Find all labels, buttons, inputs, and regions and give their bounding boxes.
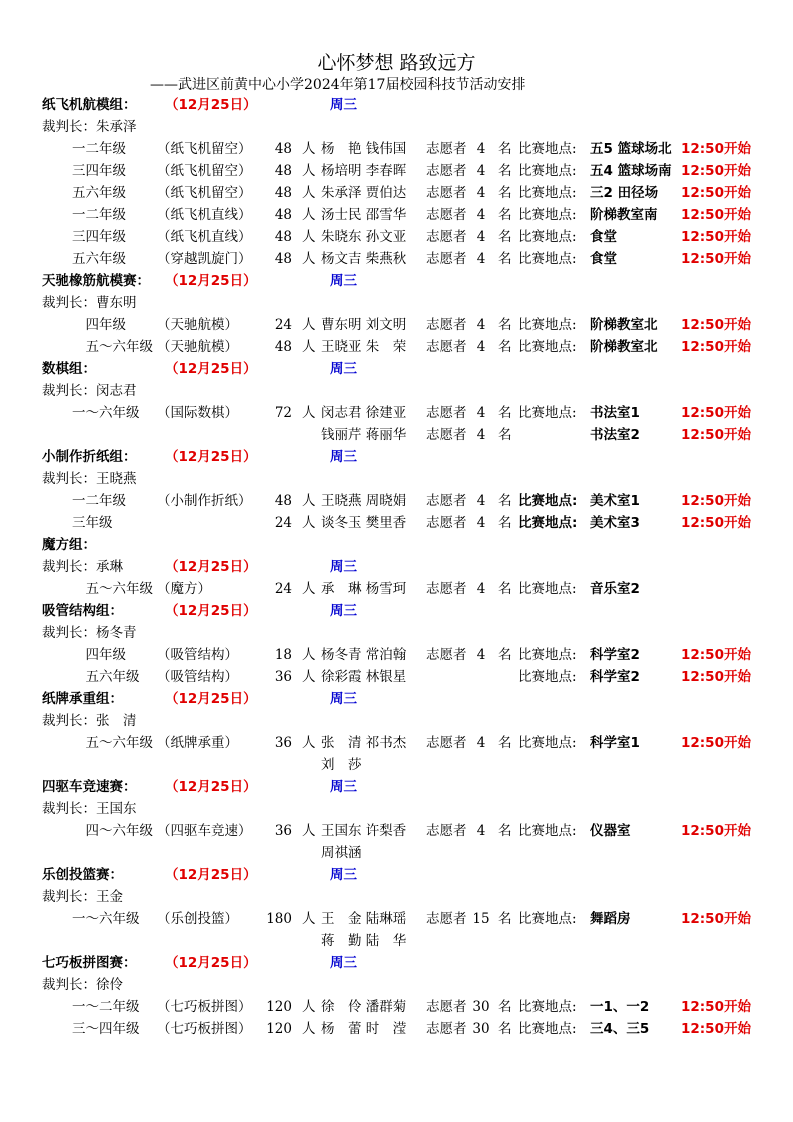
staff-names: 王国东 许梨香	[321, 823, 407, 839]
volunteer-count: 4	[476, 515, 486, 531]
event-name: （纸飞机留空）	[157, 163, 252, 179]
volunteer-count: 4	[476, 735, 486, 751]
judge-line	[0, 622, 793, 644]
grade-level: 五六年级	[72, 251, 126, 267]
venue-place: 仪器室	[590, 823, 631, 839]
staff-names: 谈冬玉 樊里香	[321, 515, 407, 531]
table-row	[0, 424, 793, 446]
venue-place: 阶梯教室北	[590, 339, 658, 355]
staff-names: 刘 莎	[321, 757, 362, 773]
volunteer-label: 志愿者	[426, 229, 467, 245]
unit-label: 人	[302, 669, 316, 685]
participant-count: 36	[274, 735, 292, 751]
section-date: （12月25日）	[165, 559, 257, 575]
section-day: 周三	[330, 603, 357, 619]
grade-level: 三四年级	[72, 229, 126, 245]
start-time: 12:50开始	[681, 647, 751, 663]
grade-level: 四年级	[72, 647, 126, 663]
staff-names: 蒋 勤 陆 华	[321, 933, 407, 949]
event-name: （纸飞机留空）	[157, 185, 252, 201]
table-row	[0, 182, 793, 204]
start-time: 12:50开始	[681, 251, 751, 267]
table-row	[0, 248, 793, 270]
table-row	[0, 1018, 793, 1040]
event-name: （魔方）	[157, 581, 211, 597]
start-time: 12:50开始	[681, 163, 751, 179]
section-name: 吸管结构组：	[42, 603, 123, 619]
participant-count: 48	[274, 493, 292, 509]
volunteer-count: 4	[476, 317, 486, 333]
schedule-list	[0, 94, 793, 1040]
venue-label: 比赛地点:	[518, 493, 578, 509]
venue-label: 比赛地点:	[518, 339, 577, 355]
grade-level: 五六年级	[72, 669, 140, 685]
venue-label: 比赛地点:	[518, 735, 577, 751]
staff-names: 王晓燕 周晓娟	[321, 493, 407, 509]
grade-level: 一～二年级	[72, 999, 140, 1015]
start-time: 12:50开始	[681, 229, 751, 245]
chief-judge: 裁判长：杨冬青	[42, 625, 137, 641]
table-row	[0, 336, 793, 358]
volunteer-label: 志愿者	[426, 823, 467, 839]
ming-label: 名	[498, 251, 512, 267]
ming-label: 名	[498, 911, 512, 927]
judge-line	[0, 116, 793, 138]
volunteer-label: 志愿者	[426, 999, 467, 1015]
ming-label: 名	[498, 207, 512, 223]
ming-label: 名	[498, 427, 512, 443]
venue-place: 一1、一2	[590, 999, 650, 1015]
ming-label: 名	[498, 493, 512, 509]
participant-count: 120	[266, 1021, 292, 1037]
event-name: （七巧板拼图）	[157, 1021, 252, 1037]
volunteer-count: 4	[476, 405, 486, 421]
staff-names: 杨冬青 常泊翰	[321, 647, 407, 663]
section-name: 纸飞机航模组：	[42, 97, 137, 113]
venue-label: 比赛地点:	[518, 405, 577, 421]
staff-names: 朱承泽 贾伯达	[321, 185, 407, 201]
grade-level: 五六年级	[72, 185, 126, 201]
event-name: （纸飞机直线）	[157, 207, 252, 223]
chief-judge: 裁判长：承琳	[42, 559, 123, 575]
volunteer-count: 4	[476, 185, 486, 201]
section-date: （12月25日）	[165, 779, 257, 795]
volunteer-label: 志愿者	[426, 493, 467, 509]
section-date: （12月25日）	[165, 97, 257, 113]
section-day: 周三	[330, 97, 357, 113]
section-name: 小制作折纸组：	[42, 449, 137, 465]
ming-label: 名	[498, 405, 512, 421]
unit-label: 人	[302, 735, 316, 751]
ming-label: 名	[498, 185, 512, 201]
venue-place: 书法室1	[590, 405, 640, 421]
start-time: 12:50开始	[681, 669, 751, 685]
unit-label: 人	[302, 207, 316, 223]
volunteer-count: 4	[476, 163, 486, 179]
volunteer-count: 4	[476, 339, 486, 355]
venue-place: 科学室2	[590, 669, 640, 685]
table-row	[0, 666, 793, 688]
volunteer-count: 4	[476, 647, 486, 663]
staff-names: 徐 伶 潘群菊	[321, 999, 407, 1015]
start-time: 12:50开始	[681, 823, 751, 839]
grade-level: 五～六年级	[72, 581, 153, 597]
section-name: 数棋组：	[42, 361, 96, 377]
section-name: 魔方组：	[42, 537, 96, 553]
venue-label: 比赛地点:	[518, 1021, 577, 1037]
section-day: 周三	[330, 955, 357, 971]
staff-names: 曹东明 刘文明	[321, 317, 407, 333]
ming-label: 名	[498, 317, 512, 333]
venue-place: 美术室3	[590, 515, 640, 531]
table-row	[0, 732, 793, 754]
venue-place: 舞蹈房	[590, 911, 631, 927]
grade-level: 三年级	[72, 515, 113, 531]
volunteer-label: 志愿者	[426, 911, 467, 927]
ming-label: 名	[498, 229, 512, 245]
ming-label: 名	[498, 735, 512, 751]
staff-names: 朱晓东 孙文亚	[321, 229, 407, 245]
participant-count: 24	[274, 515, 292, 531]
volunteer-label: 志愿者	[426, 1021, 467, 1037]
volunteer-count: 4	[476, 823, 486, 839]
unit-label: 人	[302, 999, 316, 1015]
chief-judge: 裁判长：王金	[42, 889, 123, 905]
volunteer-count: 4	[476, 207, 486, 223]
unit-label: 人	[302, 317, 316, 333]
section-date: （12月25日）	[165, 867, 257, 883]
ming-label: 名	[498, 515, 512, 531]
grade-level: 五～六年级	[72, 735, 153, 751]
staff-names: 闵志君 徐建亚	[321, 405, 407, 421]
start-time: 12:50开始	[681, 317, 751, 333]
staff-names: 汤士民 邵雪华	[321, 207, 407, 223]
staff-names: 杨培明 李春晖	[321, 163, 407, 179]
venue-label: 比赛地点:	[518, 229, 577, 245]
grade-level: 一二年级	[72, 207, 126, 223]
participant-count: 180	[266, 911, 292, 927]
unit-label: 人	[302, 163, 316, 179]
volunteer-count: 15	[472, 911, 490, 927]
unit-label: 人	[302, 581, 316, 597]
participant-count: 24	[274, 581, 292, 597]
section-name: 四驱车竞速赛：	[42, 779, 137, 795]
start-time: 12:50开始	[681, 735, 751, 751]
ming-label: 名	[498, 339, 512, 355]
chief-judge: 裁判长：徐伶	[42, 977, 123, 993]
section-day: 周三	[330, 779, 357, 795]
ming-label: 名	[498, 999, 512, 1015]
volunteer-label: 志愿者	[426, 207, 467, 223]
volunteer-label: 志愿者	[426, 163, 467, 179]
chief-judge: 裁判长：曹东明	[42, 295, 137, 311]
judge-line	[0, 380, 793, 402]
unit-label: 人	[302, 493, 316, 509]
grade-level: 一～六年级	[72, 405, 140, 421]
section-header	[0, 358, 793, 380]
volunteer-count: 30	[472, 1021, 490, 1037]
volunteer-count: 4	[476, 581, 486, 597]
participant-count: 18	[274, 647, 292, 663]
venue-label: 比赛地点:	[518, 251, 577, 267]
participant-count: 36	[274, 823, 292, 839]
volunteer-count: 4	[476, 251, 486, 267]
unit-label: 人	[302, 1021, 316, 1037]
section-day: 周三	[330, 691, 357, 707]
section-date: （12月25日）	[165, 955, 257, 971]
ming-label: 名	[498, 141, 512, 157]
start-time: 12:50开始	[681, 1021, 751, 1037]
ming-label: 名	[498, 581, 512, 597]
ming-label: 名	[498, 1021, 512, 1037]
table-row	[0, 908, 793, 930]
ming-label: 名	[498, 163, 512, 179]
participant-count: 48	[274, 185, 292, 201]
section-header	[0, 446, 793, 468]
event-name: （纸飞机留空）	[157, 141, 252, 157]
volunteer-label: 志愿者	[426, 141, 467, 157]
section-header	[0, 600, 793, 622]
section-name: 七巧板拼图赛：	[42, 955, 137, 971]
start-time: 12:50开始	[681, 185, 751, 201]
venue-place: 五4 篮球场南	[590, 163, 672, 179]
participant-count: 48	[274, 141, 292, 157]
judge-line	[0, 886, 793, 908]
participant-count: 120	[266, 999, 292, 1015]
section-date: （12月25日）	[165, 603, 257, 619]
participant-count: 48	[274, 163, 292, 179]
section-header	[0, 688, 793, 710]
chief-judge: 裁判长：王晓燕	[42, 471, 137, 487]
participant-count: 48	[274, 207, 292, 223]
unit-label: 人	[302, 911, 316, 927]
table-row	[0, 930, 793, 952]
volunteer-count: 4	[476, 229, 486, 245]
start-time: 12:50开始	[681, 405, 751, 421]
event-name: （天驰航模）	[157, 339, 238, 355]
volunteer-label: 志愿者	[426, 185, 467, 201]
chief-judge: 裁判长：王国东	[42, 801, 137, 817]
volunteer-label: 志愿者	[426, 515, 467, 531]
table-row	[0, 226, 793, 248]
event-name: （天驰航模）	[157, 317, 238, 333]
section-header	[0, 270, 793, 292]
venue-label: 比赛地点:	[518, 823, 577, 839]
table-row	[0, 160, 793, 182]
page-title: 心怀梦想 路致远方	[317, 52, 476, 74]
venue-label: 比赛地点:	[518, 515, 578, 531]
event-name: （纸牌承重）	[157, 735, 238, 751]
participant-count: 36	[274, 669, 292, 685]
participant-count: 48	[274, 229, 292, 245]
page-subtitle: ——武进区前黄中心小学2024年第17届校园科技节活动安排	[150, 77, 526, 93]
grade-level: 三～四年级	[72, 1021, 140, 1037]
venue-label: 比赛地点:	[518, 207, 577, 223]
venue-label: 比赛地点:	[518, 647, 577, 663]
venue-place: 阶梯教室南	[590, 207, 658, 223]
unit-label: 人	[302, 185, 316, 201]
section-day: 周三	[330, 273, 357, 289]
section-header	[0, 534, 793, 556]
unit-label: 人	[302, 251, 316, 267]
grade-level: 一二年级	[72, 141, 126, 157]
judge-line	[0, 468, 793, 490]
event-name: （穿越凯旋门）	[157, 251, 252, 267]
table-row	[0, 402, 793, 424]
start-time: 12:50开始	[681, 207, 751, 223]
volunteer-count: 4	[476, 427, 486, 443]
venue-place: 书法室2	[590, 427, 640, 443]
participant-count: 48	[274, 339, 292, 355]
section-date: （12月25日）	[165, 361, 257, 377]
volunteer-label: 志愿者	[426, 339, 467, 355]
section-name: 乐创投篮赛：	[42, 867, 123, 883]
section-header	[0, 776, 793, 798]
unit-label: 人	[302, 515, 316, 531]
start-time: 12:50开始	[681, 427, 751, 443]
judge-line	[0, 974, 793, 996]
unit-label: 人	[302, 405, 316, 421]
section-header	[0, 864, 793, 886]
event-name: （四驱车竞速）	[157, 823, 252, 839]
table-row	[0, 490, 793, 512]
volunteer-count: 30	[472, 999, 490, 1015]
start-time: 12:50开始	[681, 339, 751, 355]
unit-label: 人	[302, 229, 316, 245]
participant-count: 72	[274, 405, 292, 421]
chief-judge: 裁判长：朱承泽	[42, 119, 137, 135]
volunteer-count: 4	[476, 141, 486, 157]
staff-names: 徐彩霞 林银星	[321, 669, 407, 685]
section-date: （12月25日）	[165, 273, 257, 289]
venue-place: 食堂	[590, 251, 617, 267]
grade-level: 四年级	[72, 317, 126, 333]
grade-level: 五～六年级	[72, 339, 153, 355]
judge-line	[0, 710, 793, 732]
judge-line	[0, 556, 793, 578]
event-name: （纸飞机直线）	[157, 229, 252, 245]
event-name: （国际数棋）	[157, 405, 238, 421]
venue-label: 比赛地点:	[518, 163, 577, 179]
section-day: 周三	[330, 867, 357, 883]
venue-label: 比赛地点:	[518, 911, 577, 927]
section-name: 天驰橡筋航模赛：	[42, 273, 150, 289]
judge-line	[0, 292, 793, 314]
start-time: 12:50开始	[681, 141, 751, 157]
event-name: （乐创投篮）	[157, 911, 238, 927]
section-header	[0, 94, 793, 116]
table-row	[0, 314, 793, 336]
event-name: （吸管结构）	[157, 647, 238, 663]
volunteer-label: 志愿者	[426, 647, 467, 663]
judge-line	[0, 798, 793, 820]
section-name: 纸牌承重组：	[42, 691, 123, 707]
start-time: 12:50开始	[681, 911, 751, 927]
section-day: 周三	[330, 361, 357, 377]
staff-names: 杨文吉 柴燕秋	[321, 251, 407, 267]
grade-level: 一～六年级	[72, 911, 140, 927]
staff-names: 王 金 陆琳瑶	[321, 911, 407, 927]
table-row	[0, 204, 793, 226]
venue-label: 比赛地点:	[518, 185, 577, 201]
table-row	[0, 842, 793, 864]
volunteer-label: 志愿者	[426, 251, 467, 267]
table-row	[0, 820, 793, 842]
unit-label: 人	[302, 141, 316, 157]
table-row	[0, 138, 793, 160]
grade-level: 三四年级	[72, 163, 126, 179]
volunteer-label: 志愿者	[426, 405, 467, 421]
table-row	[0, 754, 793, 776]
section-date: （12月25日）	[165, 691, 257, 707]
section-day: 周三	[330, 449, 357, 465]
start-time: 12:50开始	[681, 999, 751, 1015]
venue-place: 三4、三5	[590, 1021, 650, 1037]
start-time: 12:50开始	[681, 493, 751, 509]
venue-place: 科学室2	[590, 647, 640, 663]
unit-label: 人	[302, 823, 316, 839]
venue-label: 比赛地点:	[518, 581, 577, 597]
staff-names: 钱丽芹 蒋丽华	[321, 427, 407, 443]
grade-level: 四～六年级	[72, 823, 153, 839]
event-name: （小制作折纸）	[157, 493, 252, 509]
volunteer-label: 志愿者	[426, 735, 467, 751]
staff-names: 杨 蕾 时 滢	[321, 1021, 407, 1037]
section-date: （12月25日）	[165, 449, 257, 465]
venue-place: 科学室1	[590, 735, 640, 751]
grade-level: 一二年级	[72, 493, 126, 509]
start-time: 12:50开始	[681, 515, 751, 531]
section-header	[0, 952, 793, 974]
volunteer-label: 志愿者	[426, 427, 467, 443]
volunteer-label: 志愿者	[426, 317, 467, 333]
staff-names: 周祺涵	[321, 845, 362, 861]
chief-judge: 裁判长：闵志君	[42, 383, 137, 399]
table-row	[0, 996, 793, 1018]
table-row	[0, 644, 793, 666]
table-row	[0, 578, 793, 600]
unit-label: 人	[302, 339, 316, 355]
staff-names: 杨 艳 钱伟国	[321, 141, 407, 157]
event-name: （吸管结构）	[157, 669, 238, 685]
table-row	[0, 512, 793, 534]
staff-names: 张 清 祁书杰	[321, 735, 407, 751]
event-name: （七巧板拼图）	[157, 999, 252, 1015]
staff-names: 承 琳 杨雪珂	[321, 581, 407, 597]
ming-label: 名	[498, 823, 512, 839]
volunteer-count: 4	[476, 493, 486, 509]
ming-label: 名	[498, 647, 512, 663]
unit-label: 人	[302, 647, 316, 663]
venue-label: 比赛地点:	[518, 669, 577, 685]
participant-count: 48	[274, 251, 292, 267]
venue-place: 食堂	[590, 229, 617, 245]
chief-judge: 裁判长：张 清	[42, 713, 137, 729]
venue-label: 比赛地点:	[518, 999, 577, 1015]
venue-label: 比赛地点:	[518, 317, 577, 333]
venue-place: 三2 田径场	[590, 185, 659, 201]
participant-count: 24	[274, 317, 292, 333]
venue-place: 音乐室2	[590, 581, 640, 597]
venue-place: 五5 篮球场北	[590, 141, 672, 157]
venue-place: 美术室1	[590, 493, 640, 509]
staff-names: 王晓亚 朱 荣	[321, 339, 407, 355]
volunteer-label: 志愿者	[426, 581, 467, 597]
section-day: 周三	[330, 559, 357, 575]
venue-place: 阶梯教室北	[590, 317, 658, 333]
venue-label: 比赛地点:	[518, 141, 577, 157]
